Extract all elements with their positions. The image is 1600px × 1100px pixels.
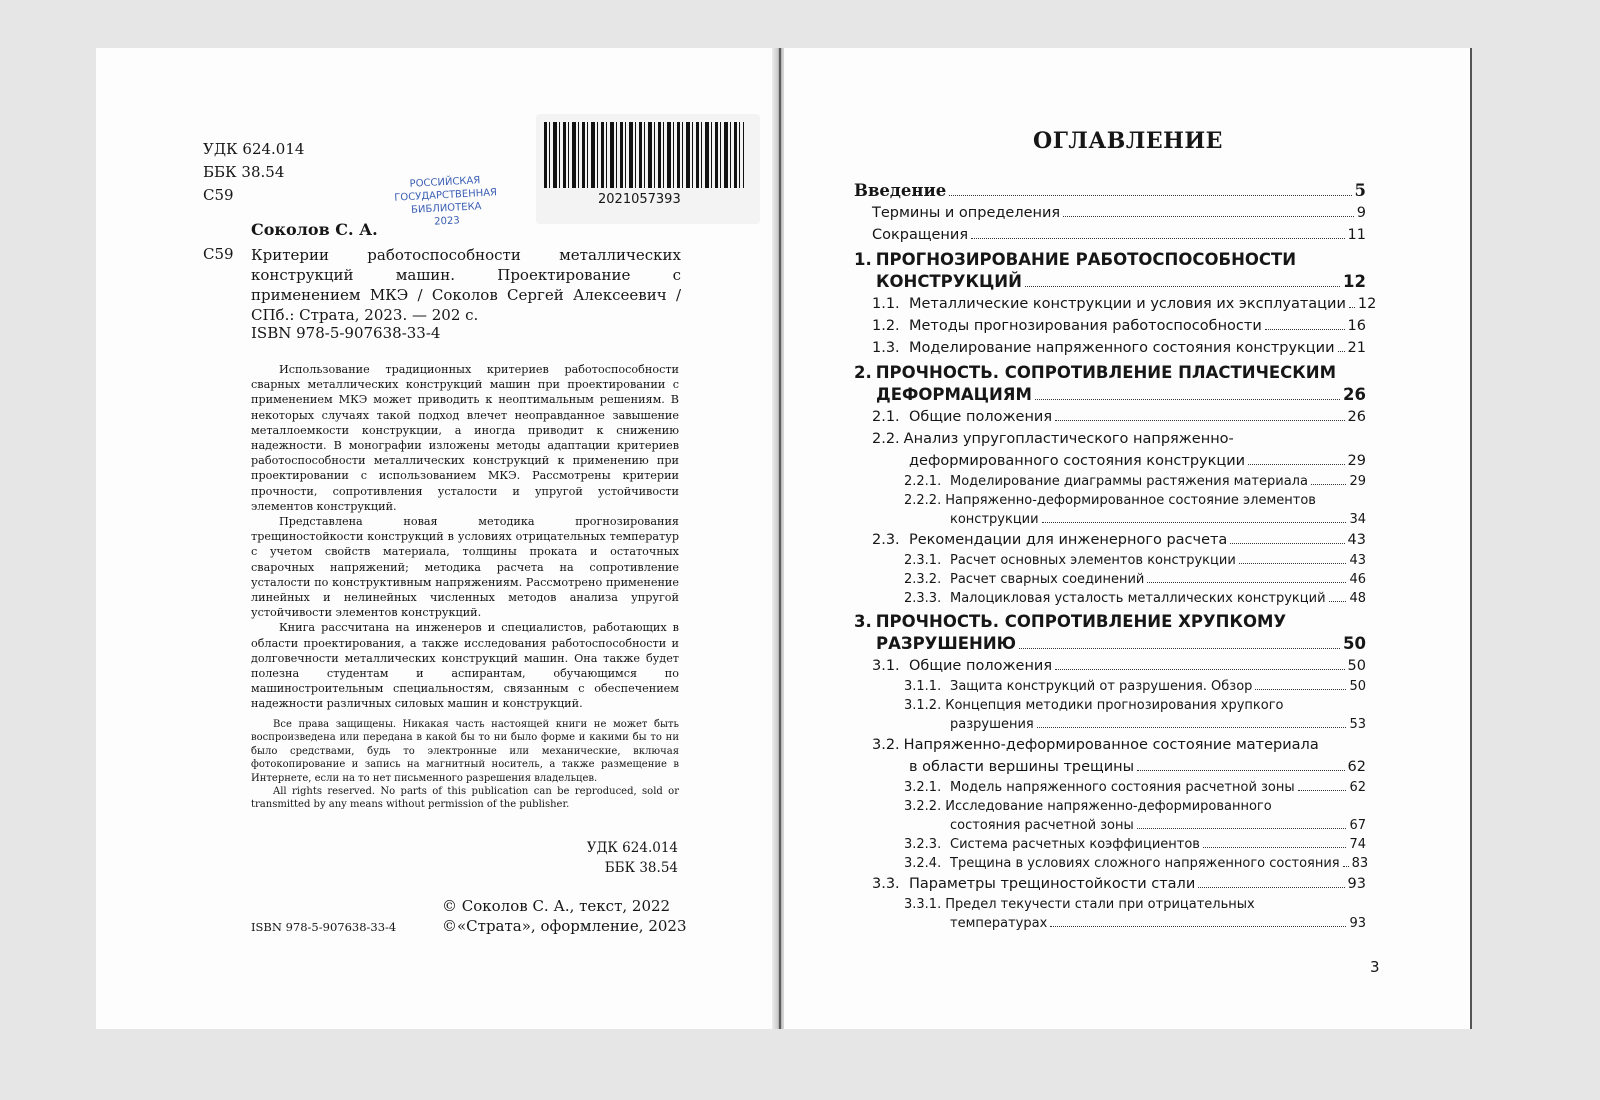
bbk-code: ББК 38.54: [203, 163, 285, 181]
toc-entry-page: 67: [1349, 818, 1366, 833]
toc-entry-page: 53: [1349, 717, 1366, 732]
toc-entry: [854, 854, 1369, 873]
toc-leader-dots: [1329, 601, 1347, 602]
toc-entry-page: 11: [1347, 227, 1366, 243]
toc-leader-dots: [1050, 926, 1346, 927]
toc-entry-number: 3.3.1.: [904, 897, 942, 912]
toc-entry-number: 3.2.2.: [904, 799, 942, 814]
toc-entry-title: Защита конструкций от разрушения. Обзор: [950, 679, 1253, 694]
toc-entry: [854, 797, 1366, 835]
toc-entry-page: 62: [1349, 780, 1366, 795]
toc-entry-number: 3.: [854, 612, 872, 631]
toc-leader-dots: [1230, 543, 1344, 544]
toc-entry-title: Параметры трещиностойкости стали: [909, 876, 1196, 892]
toc-leader-dots: [1042, 522, 1347, 523]
toc-entry: [854, 677, 1366, 696]
toc-entry: [854, 362, 1366, 406]
toc-entry-title-continued: деформированного состояния конструкции: [909, 453, 1246, 469]
toc-leader-dots: [1035, 399, 1340, 400]
toc-leader-dots: [1265, 329, 1345, 330]
catalog-codes: [203, 138, 304, 207]
toc-entry-page: 29: [1347, 453, 1366, 469]
toc-entry-page: 21: [1347, 340, 1366, 356]
toc-entry-page: 34: [1349, 512, 1366, 527]
toc-entry-title: Расчет основных элементов конструкции: [950, 553, 1236, 568]
toc-leader-dots: [1147, 582, 1346, 583]
toc-entry: [854, 551, 1366, 570]
toc-leader-dots: [1311, 484, 1347, 485]
toc-leader-dots: [1338, 351, 1345, 352]
toc-entry-title: Модель напряженного состояния расчетной зоны: [950, 780, 1295, 795]
toc-entry-title: Исследование напряженно-деформированного: [945, 799, 1272, 814]
toc-entry: [854, 734, 1366, 778]
toc-entry-page: 43: [1349, 553, 1366, 568]
toc-entry-number: 2.2.2.: [904, 493, 942, 508]
toc-entry: [854, 180, 1366, 202]
toc-leader-dots: [1019, 648, 1340, 649]
toc-entry-page: 50: [1343, 634, 1366, 653]
toc-entry-page: 29: [1349, 474, 1366, 489]
toc-entry-title: Металлические конструкции и условия их эксплуатации: [909, 296, 1346, 312]
stamp-line: БИБЛИОТЕКА: [410, 201, 482, 216]
isbn-bottom: ISBN 978-5-907638-33-4: [251, 920, 397, 934]
toc-entry-number: 3.3.: [872, 876, 900, 892]
annotation: [251, 362, 679, 712]
copyright: [442, 896, 687, 936]
toc-leader-dots: [1343, 866, 1349, 867]
table-of-contents: [854, 180, 1377, 933]
toc-entry-page: 9: [1356, 205, 1366, 221]
bbk-code-bottom: ББК 38.54: [604, 860, 678, 876]
toc-entry-number: 3.2.1.: [904, 780, 942, 795]
toc-entry-page: 46: [1349, 572, 1366, 587]
toc-entry-page: 48: [1349, 591, 1366, 606]
toc-entry-number: 2.3.3.: [904, 591, 942, 606]
toc-entry-title: Методы прогнозирования работоспособности: [909, 318, 1262, 334]
page-edge: [1470, 48, 1472, 1029]
toc-entry: [854, 589, 1366, 608]
library-stamp: [383, 173, 510, 231]
toc-leader-dots: [1349, 307, 1355, 308]
toc-entry-title: Расчет сварных соединений: [950, 572, 1145, 587]
page-number: 3: [1370, 958, 1380, 976]
annotation-paragraph: Представлена новая методика прогнозирования трещиностойкости конструкций в условиях отрицательных температур с учетом свойств материала, толщины проката и остаточных сварочных напряжений; методика расчета на сопротивление усталости по конструктивным напряжениям. Рассмотрено применение линейных и нелинейных численных методов анализа упругой устойчивости элементов конструкций.: [251, 515, 679, 620]
barcode-number: 2021057393: [598, 192, 681, 207]
toc-entry-number: 2.1.: [872, 409, 900, 425]
barcode-bars: [544, 122, 744, 188]
rights-notice: [251, 718, 679, 812]
toc-entry: [854, 315, 1366, 337]
toc-entry: [854, 778, 1366, 797]
toc-entry: [854, 873, 1366, 895]
toc-entry-page: 93: [1349, 916, 1366, 931]
toc-entry: [854, 224, 1366, 246]
toc-entry: [854, 570, 1366, 589]
toc-entry-page: 50: [1349, 679, 1366, 694]
toc-leader-dots: [971, 238, 1344, 239]
toc-entry-number: 2.2.1.: [904, 474, 942, 489]
toc-entry-number: 3.2.3.: [904, 837, 942, 852]
toc-entry: [854, 472, 1366, 491]
annotation-paragraph: Книга рассчитана на инженеров и специалистов, работающих в области проектирования, а также исследования работоспособности и долговечности металлических конструкций машин. Она также будет полезна студентам и аспирантам, обучающимся по машиностроительным специальностям, связанным с обеспечением надежности различных силовых машин и конструкций.: [251, 621, 679, 711]
toc-entry-page: 74: [1349, 837, 1366, 852]
toc-entry-title: Моделирование напряженного состояния конструкции: [909, 340, 1335, 356]
catalog-codes-bottom: [587, 838, 678, 878]
toc-entry-page: 26: [1343, 385, 1366, 404]
toc-entry-number: 3.1.2.: [904, 698, 942, 713]
toc-entry: [854, 611, 1366, 655]
isbn: ISBN 978-5-907638-33-4: [251, 324, 441, 342]
toc-entry-number: 1.: [854, 250, 872, 269]
toc-leader-dots: [1037, 727, 1347, 728]
toc-entry-page: 83: [1351, 856, 1369, 871]
toc-entry-title: Моделирование диаграммы растяжения материала: [950, 474, 1308, 489]
toc-entry-title: ПРОЧНОСТЬ. СОПРОТИВЛЕНИЕ ПЛАСТИЧЕСКИМ: [875, 363, 1337, 382]
toc-entry-title: Напряженно-деформированное состояние элементов: [945, 493, 1316, 508]
toc-leader-dots: [949, 195, 1351, 196]
author-name: Соколов С. А.: [251, 220, 378, 239]
toc-entry-title: Общие положения: [909, 658, 1053, 674]
toc-entry-page: 12: [1343, 272, 1366, 291]
toc-entry-number: 3.2.4.: [904, 856, 942, 871]
rights-en: All rights reserved. No parts of this publication can be reproduced, sold or transmitted by any means without permission of the publisher.: [251, 786, 679, 811]
toc-entry-title: Предел текучести стали при отрицательных: [945, 897, 1255, 912]
toc-entry-title: ПРОГНОЗИРОВАНИЕ РАБОТОСПОСОБНОСТИ: [875, 250, 1297, 269]
toc-leader-dots: [1055, 669, 1344, 670]
toc-leader-dots: [1063, 216, 1354, 217]
stamp-line: 2023: [434, 215, 461, 228]
toc-entry-title: Введение: [854, 181, 947, 200]
toc-leader-dots: [1255, 689, 1346, 690]
bibliographic-description: Критерии работоспособности металлических конструкций машин. Проектирование с применением МКЭ / Соколов Сергей Алексеевич / СПб.: Страта, 2023. — 202 с.: [251, 246, 681, 324]
toc-entry-title-continued: конструкции: [950, 512, 1039, 527]
toc-entry-title: Общие положения: [909, 409, 1053, 425]
toc-entry-title-continued: КОНСТРУКЦИЙ: [876, 272, 1022, 291]
toc-entry-number: 2.: [854, 363, 872, 382]
toc-entry-number: 2.2.: [872, 431, 900, 447]
toc-entry: [854, 835, 1366, 854]
toc-entry-title-continued: разрушения: [950, 717, 1034, 732]
toc-entry: [854, 293, 1377, 315]
copyright-publisher: ©«Страта», оформление, 2023: [442, 917, 687, 935]
toc-entry: [854, 655, 1366, 677]
toc-entry-number: 1.2.: [872, 318, 900, 334]
toc-entry-number: 3.2.: [872, 737, 900, 753]
left-page: [96, 48, 776, 1029]
toc-entry-title: Рекомендации для инженерного расчета: [909, 532, 1228, 548]
toc-leader-dots: [1239, 563, 1347, 564]
toc-entry-title-continued: ДЕФОРМАЦИЯМ: [876, 385, 1032, 404]
toc-entry: [854, 895, 1366, 933]
toc-leader-dots: [1248, 464, 1344, 465]
toc-entry-number: 2.3.1.: [904, 553, 942, 568]
toc-entry-number: 3.1.: [872, 658, 900, 674]
toc-entry: [854, 491, 1366, 529]
toc-entry-page: 5: [1354, 181, 1366, 200]
toc-entry-number: 1.1.: [872, 296, 900, 312]
bib-code: С59: [203, 245, 234, 263]
annotation-paragraph: Использование традиционных критериев работоспособности сварных металлических конструкций машин при проектировании с применением МКЭ может приводить к неоптимальным решениям. В некоторых случаях такой подход влечет неоправданное завышение металлоемкости конструкции, а иногда приводит к снижению надежности. В монографии изложены методы адаптации критериев работоспособности металлических конструкций к применению при проектировании с использованием МКЭ. Рассмотрены критерии прочности, сопротивления усталости и упругой устойчивости элементов конструкций.: [251, 363, 679, 513]
toc-entry-page: 43: [1347, 532, 1366, 548]
toc-entry-page: 16: [1347, 318, 1366, 334]
copyright-author: © Соколов С. А., текст, 2022: [442, 897, 671, 915]
toc-entry-title-continued: состояния расчетной зоны: [950, 818, 1134, 833]
toc-entry-number: 2.3.: [872, 532, 900, 548]
toc-entry-number: 2.3.2.: [904, 572, 942, 587]
toc-entry-page: 50: [1347, 658, 1366, 674]
toc-entry-title: Сокращения: [872, 227, 969, 243]
toc-entry-title: Напряженно-деформированное состояние материала: [903, 737, 1319, 753]
toc-title: ОГЛАВЛЕНИЕ: [1033, 128, 1223, 154]
toc-entry-title-continued: в области вершины трещины: [909, 759, 1135, 775]
toc-entry-title: ПРОЧНОСТЬ. СОПРОТИВЛЕНИЕ ХРУПКОМУ: [875, 612, 1287, 631]
toc-entry-number: 1.3.: [872, 340, 900, 356]
stamp-line: ГОСУДАРСТВЕННАЯ: [394, 187, 498, 204]
toc-entry-title: Концепция методики прогнозирования хрупкого: [945, 698, 1284, 713]
toc-entry-number: 3.1.1.: [904, 679, 942, 694]
toc-entry-page: 26: [1347, 409, 1366, 425]
toc-entry: [854, 428, 1366, 472]
toc-entry-title: Анализ упругопластического напряженно-: [903, 431, 1234, 447]
toc-entry-title-continued: РАЗРУШЕНИЮ: [876, 634, 1017, 653]
toc-entry-title: Термины и определения: [872, 205, 1061, 221]
toc-entry: [854, 696, 1366, 734]
toc-entry-title: Малоцикловая усталость металлических конструкций: [950, 591, 1326, 606]
stamp-line: РОССИЙСКАЯ: [409, 175, 481, 190]
toc-leader-dots: [1203, 847, 1346, 848]
toc-entry-title: Трещина в условиях сложного напряженного состояния: [950, 856, 1340, 871]
right-page: [784, 48, 1472, 1029]
toc-leader-dots: [1137, 770, 1344, 771]
udk-code: УДК 624.014: [203, 140, 305, 158]
toc-entry: [854, 529, 1366, 551]
toc-leader-dots: [1198, 887, 1344, 888]
toc-entry-page: 62: [1347, 759, 1366, 775]
toc-leader-dots: [1025, 286, 1340, 287]
rights-ru: Все права защищены. Никакая часть настоящей книги не может быть воспроизведена или передана в какой бы то ни было форме и какими бы то ни было средствами, будь то электронные или механические, включая фотокопирование и запись на магнитный носитель, а также размещение в Интернете, если на то нет письменного разрешения владельцев.: [251, 719, 679, 784]
toc-entry: [854, 202, 1366, 224]
toc-leader-dots: [1137, 828, 1347, 829]
barcode-sticker: [536, 114, 760, 224]
udk-code-bottom: УДК 624.014: [586, 840, 678, 856]
toc-leader-dots: [1298, 790, 1347, 791]
book-spread: [96, 48, 1472, 1029]
toc-leader-dots: [1055, 420, 1344, 421]
toc-entry: [854, 337, 1366, 359]
toc-entry-page: 12: [1357, 296, 1377, 312]
toc-entry: [854, 249, 1366, 293]
toc-entry-title-continued: температурах: [950, 916, 1048, 931]
toc-entry-title: Система расчетных коэффициентов: [950, 837, 1200, 852]
author-code: С59: [203, 186, 234, 204]
toc-entry-page: 93: [1347, 876, 1366, 892]
toc-entry: [854, 406, 1366, 428]
